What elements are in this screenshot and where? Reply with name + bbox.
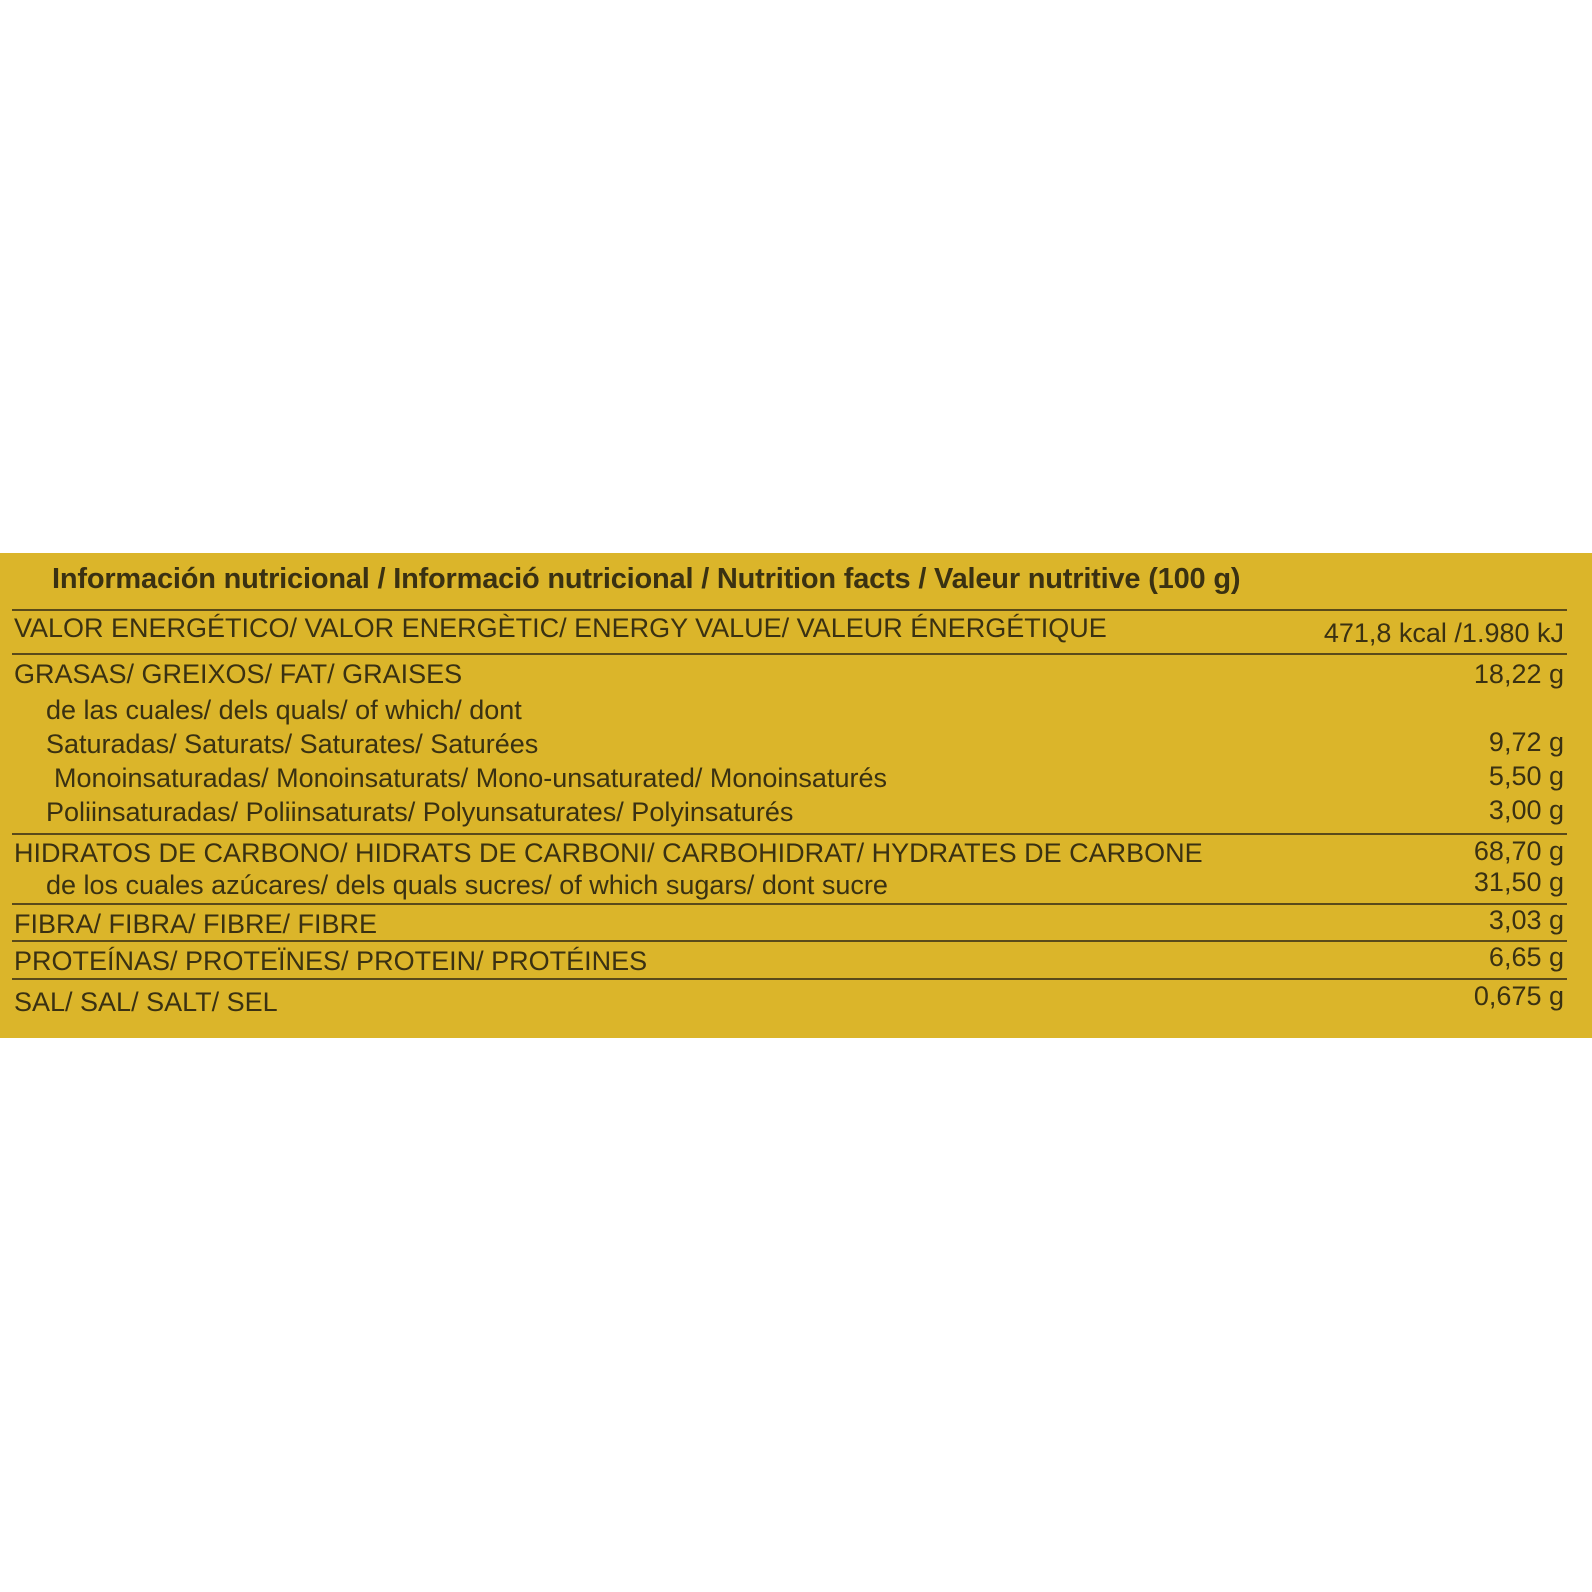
carbohydrate-label: HIDRATOS DE CARBONO/ HIDRATS DE CARBONI/ CARBOHIDRAT/ HYDRATES DE CARBONE <box>14 838 1203 868</box>
divider <box>12 609 1567 611</box>
fat-value: 18,22 g <box>1473 659 1564 689</box>
monounsaturated-value: 5,50 g <box>1488 761 1564 791</box>
saturates-label: Saturadas/ Saturats/ Saturates/ Saturées <box>46 729 539 759</box>
divider <box>12 940 1567 942</box>
fibre-value: 3,03 g <box>1488 905 1564 935</box>
monounsaturated-label: Monoinsaturadas/ Monoinsaturats/ Mono-unsaturated/ Monoinsaturés <box>54 763 887 793</box>
nutrition-facts-panel <box>0 553 1592 1038</box>
fibre-label: FIBRA/ FIBRA/ FIBRE/ FIBRE <box>14 909 378 939</box>
salt-value: 0,675 g <box>1473 981 1564 1011</box>
sugars-value: 31,50 g <box>1473 867 1564 897</box>
divider <box>12 978 1567 980</box>
divider <box>12 903 1567 905</box>
protein-label: PROTEÍNAS/ PROTEÏNES/ PROTEIN/ PROTÉINES <box>14 946 648 976</box>
energy-label: VALOR ENERGÉTICO/ VALOR ENERGÈTIC/ ENERGY VALUE/ VALEUR ÉNERGÉTIQUE <box>14 613 1107 643</box>
salt-label: SAL/ SAL/ SALT/ SEL <box>14 987 278 1017</box>
fat-of-which-label: de las cuales/ dels quals/ of which/ dont <box>46 695 522 725</box>
divider <box>12 833 1567 835</box>
saturates-value: 9,72 g <box>1488 727 1564 757</box>
polyunsaturates-value: 3,00 g <box>1488 795 1564 825</box>
sugars-label: de los cuales azúcares/ dels quals sucres/ of which sugars/ dont sucre <box>46 870 888 900</box>
protein-value: 6,65 g <box>1488 942 1564 972</box>
polyunsaturates-label: Poliinsaturadas/ Poliinsaturats/ Polyunsaturates/ Polyinsaturés <box>46 797 794 827</box>
carbohydrate-value: 68,70 g <box>1473 836 1564 866</box>
fat-label: GRASAS/ GREIXOS/ FAT/ GRAISES <box>14 659 463 689</box>
energy-value: 471,8 kcal /1.980 kJ <box>1323 618 1564 648</box>
divider <box>12 653 1567 655</box>
nutrition-title: Información nutricional / Informació nutricional / Nutrition facts / Valeur nutritive (100 g) <box>52 563 1241 595</box>
